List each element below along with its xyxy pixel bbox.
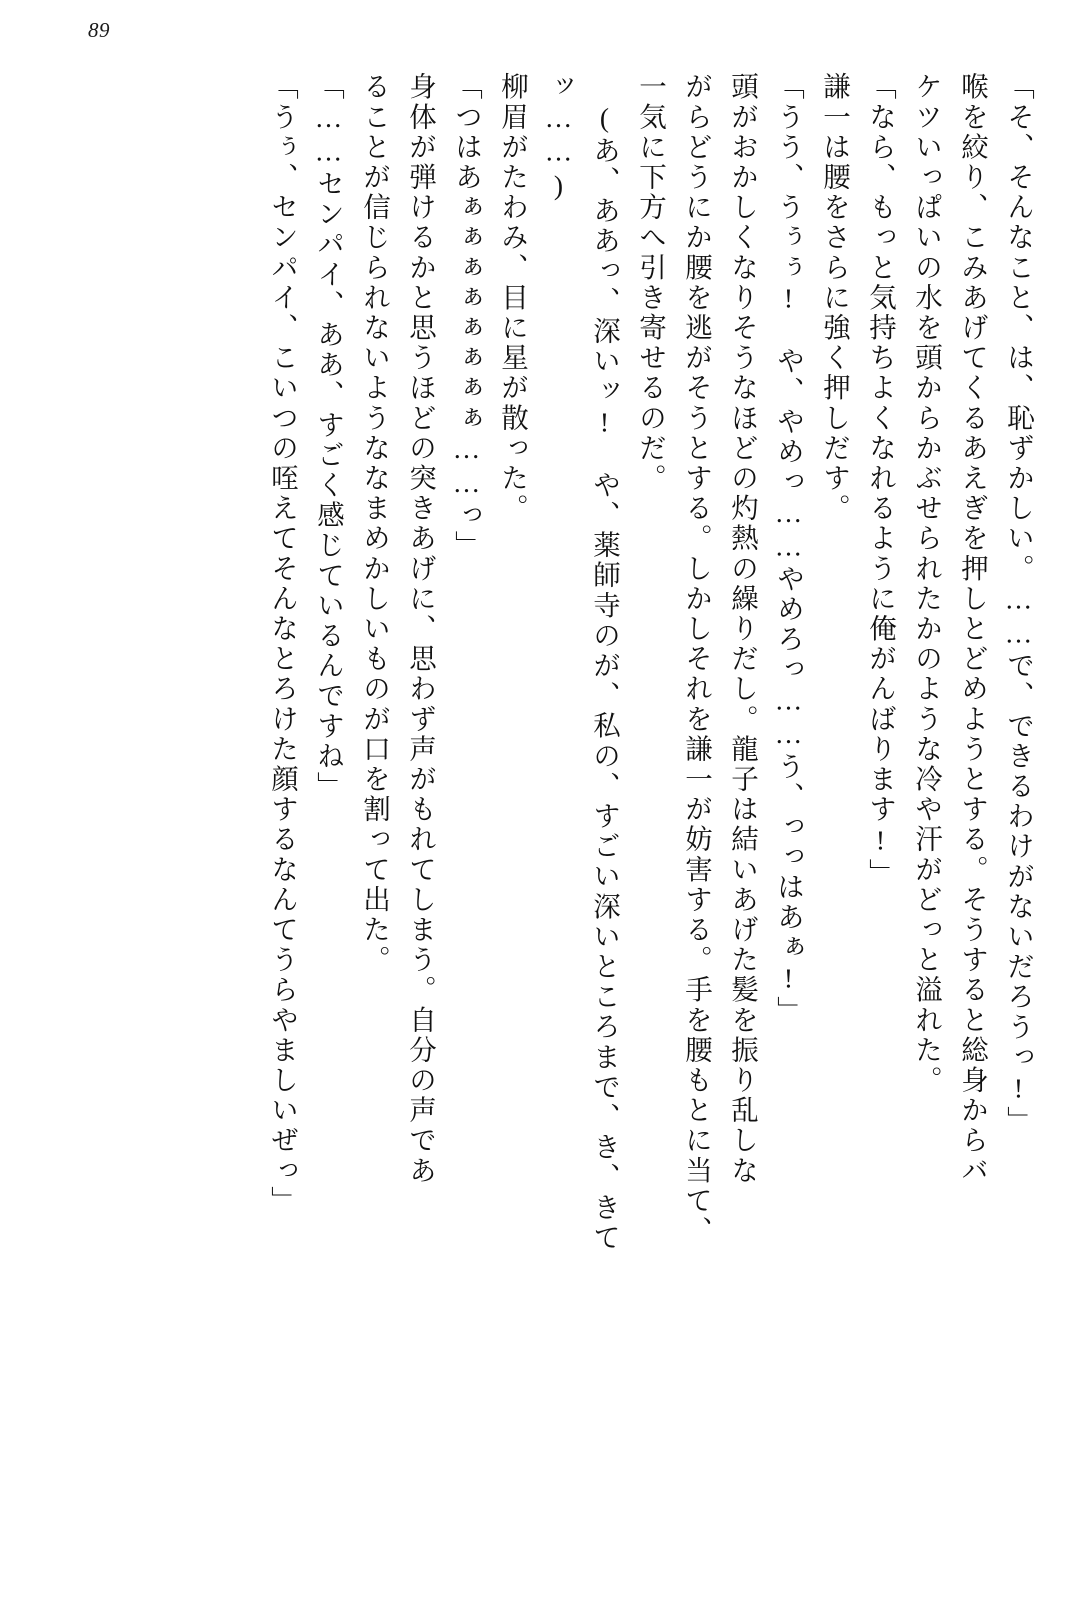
text-line: がらどうにか腰を逃がそうとする。しかしそれを謙一が妨害する。手を腰もとに当て、 <box>681 72 712 1246</box>
text-line: ケツいっぱいの水を頭からかぶせられたかのような冷や汗がどっと溢れた。 <box>911 72 942 1096</box>
text-line: 「つはあぁぁぁぁぁぁぁぁ……っ」 <box>451 72 482 561</box>
page-number: 89 <box>88 18 110 42</box>
text-line: (あ、ああっ、深いッ! や、薬師寺のが、私の、すごい深いところまで、き、きて <box>589 102 620 1253</box>
text-line: 頭がおかしくなりそうなほどの灼熱の繰りだし。龍子は結いあげた髪を振り乱しな <box>727 72 758 1186</box>
text-line: ッ……) <box>543 72 574 203</box>
text-line: 身体が弾けるかと思うほどの突きあげに、思わず声がもれてしまう。自分の声であ <box>405 72 436 1186</box>
text-line: 謙一は腰をさらに強く押しだす。 <box>819 72 850 524</box>
text-line: 「……センパイ、ああ、すごく感じているんですね」 <box>313 72 344 802</box>
vertical-text-block <box>44 72 1032 1552</box>
text-line: ることが信じられないようななまめかしいものが口を割って出た。 <box>359 72 390 975</box>
text-line: 「うう、うぅぅ! や、やめっ……やめろっ……う、っっはあぁ!」 <box>773 72 804 1027</box>
text-line: 喉を絞り、こみあげてくるあえぎを押しとどめようとする。そうすると総身からバ <box>957 72 988 1186</box>
text-line: 一気に下方へ引き寄せるのだ。 <box>635 72 666 494</box>
text-line: 「うぅ、センパイ、こいつの咥えてそんなとろけた顔するなんてうらやましいぜっ」 <box>267 72 298 1216</box>
text-line: 「なら、もっと気持ちよくなれるように俺がんばります!」 <box>865 72 896 889</box>
text-line: 柳眉がたわみ、目に星が散った。 <box>497 72 528 524</box>
text-line: 「そ、そんなこと、は、恥ずかしい。……で、できるわけがないだろうっ!」 <box>1003 72 1034 1136</box>
